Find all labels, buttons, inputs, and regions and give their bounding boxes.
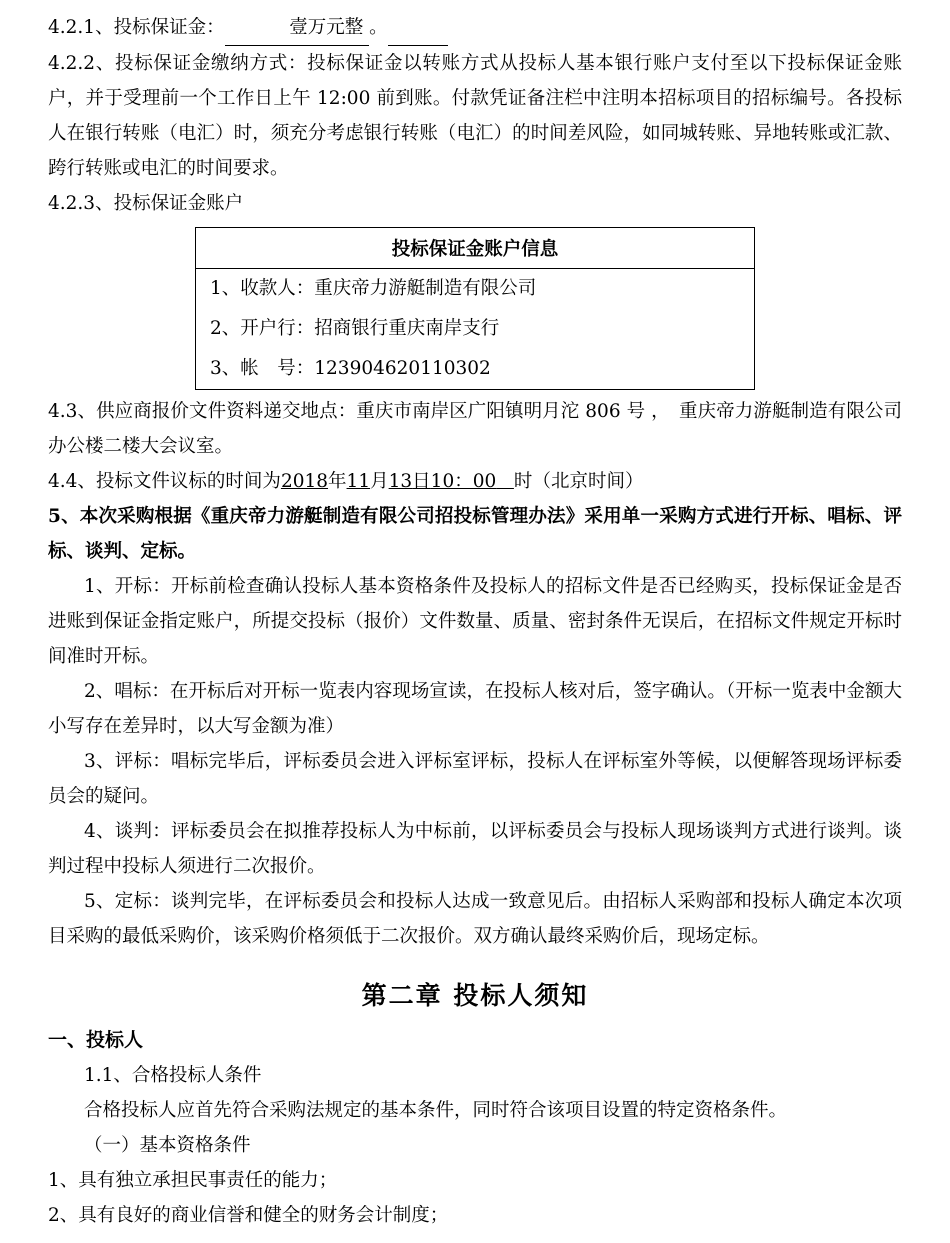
bid-time: 10：00 [430, 471, 497, 492]
bid-bond-account-table [195, 227, 755, 390]
bid-month: 11 [346, 471, 371, 492]
clause-4-4-suffix: （北京时间） [532, 471, 644, 492]
clause-4-2-2: 4.2.2、投标保证金缴纳方式：投标保证金以转账方式从投标人基本银行账户支付至以下投标保证金账户，并于受理前一个工作日上午 12:00 前到账。付款凭证备注栏中注明本招标项目的招标编号。各投标人在银行转账（电汇）时，须充分考虑银行转账（电汇）的时间差风险，如同城转账、异地转账或汇款、跨行转账或电汇的时间要求。 [48, 53, 902, 179]
account-bank-cell: 2、开户行：招商银行重庆南岸支行 [196, 309, 755, 349]
clause-4-4-prefix: 4.4、投标文件议标的时间为 [48, 471, 281, 492]
table-title-cell: 投标保证金账户信息 [196, 228, 755, 269]
bid-time-unit: 时 [513, 471, 533, 492]
clause-5-item-4: 4、谈判：评标委员会在拟推荐投标人为中标前，以评标委员会与投标人现场谈判方式进行谈判。谈判过程中投标人须进行二次报价。 [48, 821, 902, 877]
table-row [196, 349, 755, 390]
section-heading-bidder: 一、投标人 [48, 1029, 144, 1051]
clause-4-2-1-label: 4.2.1、投标保证金： [48, 17, 225, 38]
bid-day-unit: 日 [412, 471, 431, 492]
clause-4-4 [48, 464, 902, 499]
table-row [196, 269, 755, 310]
bid-month-unit: 月 [370, 471, 389, 492]
account-payee-cell: 1、收款人：重庆帝力游艇制造有限公司 [196, 269, 755, 310]
clause-4-3: 4.3、供应商报价文件资料递交地点：重庆市南岸区广阳镇明月沱 806 号 ， 重庆帝力游艇制造有限公司办公楼二楼大会议室。 [48, 401, 902, 457]
clause-4-2-3: 4.2.3、投标保证金账户 [48, 193, 244, 214]
bid-bond-amount-underline [225, 10, 370, 46]
chapter-title: 第二章 投标人须知 [361, 981, 589, 1010]
table-row [196, 309, 755, 349]
clause-5: 5、本次采购根据《重庆帝力游艇制造有限公司招投标管理办法》采用单一采购方式进行开标、唱标、评标、谈判、定标。 [48, 506, 902, 562]
bid-year: 2018 [280, 471, 329, 492]
bid-day: 13 [388, 471, 413, 492]
table-header-row [196, 228, 755, 269]
qualification-item-1: 1、具有独立承担民事责任的能力； [48, 1170, 338, 1191]
section-1-1: 1.1、合格投标人条件 [84, 1065, 262, 1086]
qualification-item-2: 2、具有良好的商业信誉和健全的财务会计制度； [48, 1205, 449, 1226]
clause-5-item-3: 3、评标：唱标完毕后，评标委员会进入评标室评标，投标人在评标室外等候，以便解答现场评标委员会的疑问。 [48, 751, 902, 807]
clause-5-item-1: 1、开标：开标前检查确认投标人基本资格条件及投标人的招标文件是否已经购买，投标保证金是否进账到保证金指定账户，所提交投标（报价）文件数量、质量、密封条件无误后，在招标文件规定开标时间准时开标。 [48, 576, 902, 667]
section-1-1-paragraph: 合格投标人应首先符合采购法规定的基本条件，同时符合该项目设置的特定资格条件。 [84, 1100, 788, 1121]
clause-4-2-1-trailing-underline [388, 10, 448, 46]
bid-bond-amount-value: 壹万元整 [289, 17, 364, 38]
clause-5-item-2: 2、唱标：在开标后对开标一览表内容现场宣读，在投标人核对后，签字确认。（开标一览表中金额大小写存在差异时，以大写金额为准） [48, 681, 902, 737]
clause-4-2-1 [48, 10, 902, 46]
clause-4-2-1-suffix: 。 [369, 17, 388, 38]
clause-5-item-5: 5、定标：谈判完毕，在评标委员会和投标人达成一致意见后。由招标人采购部和投标人确定本次项目采购的最低采购价，该采购价格须低于二次报价。双方确认最终采购价后，现场定标。 [48, 891, 902, 947]
basic-qualification-heading: （一）基本资格条件 [84, 1135, 251, 1156]
account-number-cell: 3、帐 号：123904620110302 [196, 349, 755, 390]
bid-year-unit: 年 [328, 471, 347, 492]
